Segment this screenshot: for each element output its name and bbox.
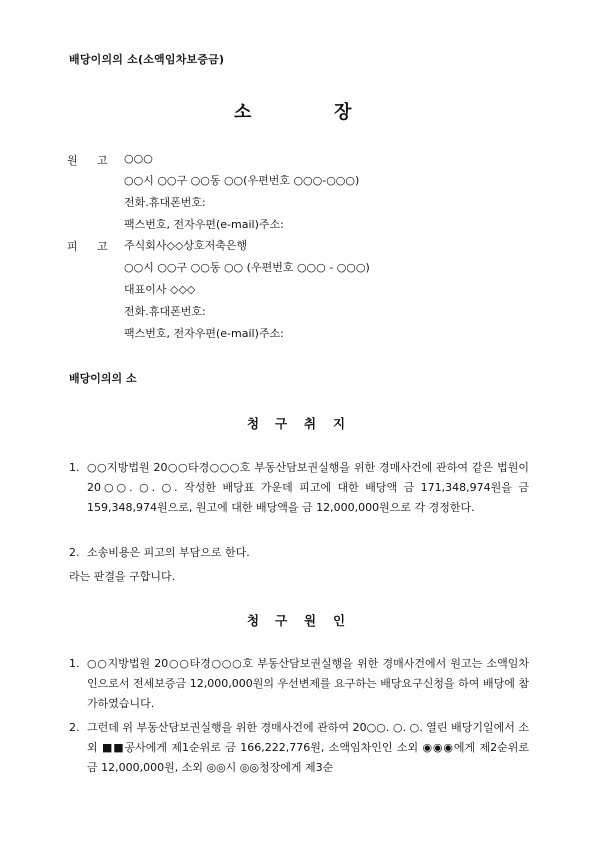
plaintiff-fax-email: 팩스번호, 전자우편(e-mail)주소: bbox=[124, 218, 284, 231]
plaintiff-address: ○○시 ○○구 ○○동 ○○(우편번호 ○○○-○○○) bbox=[124, 174, 360, 187]
item-number: 2. bbox=[69, 721, 80, 734]
claim-cause-title: 청 구 원 인 bbox=[247, 613, 346, 628]
document-page: 배당이의의 소(소액임차보증금) 소 장 원 고 ○○○ ○○시 ○○구 ○○동 ○○(우편번호 ○○○-○○○) 전화․휴대폰번호: 팩스번호, 전자우편(e-mail)주소: 피 고 주식회사◇◇상호저축은행 ○○시 ○○구 ○○동 ○○ (우편번호 ○○○ - ○○○) 대표이사 ◇◇◇ 전화․휴대폰번호: 팩스번호, 전자우편(e-mail)주소: 배당이의의 소 청 구 취 지 1. ○○지방법원 20○○타경○○○호 부동산담보권실행을 위한 경매사건에 관하여 같은 법원이 20○○. ○. ○. 작성한 배당표 가운데 피고에 대한 배당액 금 171,348,974원을 금 159,348,974원으로, 원고에 대한 배당액을 금 12,000,000원으로 각 경정한다. 2. 소송비용은 피고의 부담으로 한다. 라는 판결을 구합니다. 청 구 원 인 1. ○○지방법원 20○○타경○○○호 부동산담보권실행을 위한 경매사건에서 원고는 소액임차인으로서 전세보증금 12,000,000원의 우선변제를 요구하는 배당요구신청을 하여 배당에 참가하였습니다. 2. 그런데 위 부동산담보권실행을 위한 경매사건에 관하여 20○○. ○. ○. 열린 배당기일에서 소외 ■■공사에게 제1순위로 금 166,222,776원, 소액임차인인 소외 ◉◉◉에게 제2순위로 금 12,000,000원, 소외 ◎◎시 ◎◎청장에게 제3순 bbox=[0, 0, 595, 842]
case-subject: 배당이의의 소 bbox=[69, 372, 137, 385]
title-char: 소 bbox=[234, 102, 252, 123]
item-text: 소송비용은 피고의 부담으로 한다. bbox=[87, 546, 250, 559]
item-number: 1. bbox=[69, 657, 80, 670]
item-text: ○○지방법원 20○○타경○○○호 부동산담보권실행을 위한 경매사건에서 원고는 소액임차인으로서 전세보증금 12,000,000원의 우선변제를 요구하는 배당요구신청을 하여 배당에 참가하였습니다. bbox=[87, 657, 529, 710]
claim-cause-item bbox=[69, 654, 529, 714]
title-char: 장 bbox=[334, 102, 352, 123]
defendant-fax-email: 팩스번호, 전자우편(e-mail)주소: bbox=[124, 327, 284, 340]
item-number: 1. bbox=[69, 461, 80, 474]
defendant-name: 주식회사◇◇상호저축은행 bbox=[124, 239, 248, 252]
plaintiff-name: ○○○ bbox=[124, 152, 153, 165]
document-heading: 배당이의의 소(소액임차보증금) bbox=[69, 53, 225, 66]
item-text: ○○지방법원 20○○타경○○○호 부동산담보권실행을 위한 경매사건에 관하여 같은 법원이 20○○. ○. ○. 작성한 배당표 가운데 피고에 대한 배당액 금 171,348,974원을 금 159,348,974원으로, 원고에 대한 배당액을 금 12,000,000원으로 각 경정한다. bbox=[87, 461, 529, 514]
item-text: 그런데 위 부동산담보권실행을 위한 경매사건에 관하여 20○○. ○. ○. 열린 배당기일에서 소외 ■■공사에게 제1순위로 금 166,222,776원, 소액임차인인 소외 ◉◉◉에게 제2순위로 금 12,000,000원, 소외 ◎◎시 ◎◎청장에게 제3순 bbox=[87, 721, 529, 774]
defendant-representative: 대표이사 ◇◇◇ bbox=[124, 283, 196, 296]
claim-cause-item bbox=[69, 718, 529, 778]
claim-purpose-item bbox=[69, 543, 529, 563]
claim-purpose-item bbox=[69, 458, 529, 518]
document-title bbox=[0, 98, 595, 122]
claim-closing: 라는 판결을 구합니다. bbox=[69, 570, 176, 583]
defendant-address: ○○시 ○○구 ○○동 ○○ (우편번호 ○○○ - ○○○) bbox=[124, 261, 370, 274]
item-number: 2. bbox=[69, 546, 80, 559]
claim-purpose-title: 청 구 취 지 bbox=[247, 416, 346, 431]
plaintiff-phone: 전화․휴대폰번호: bbox=[124, 196, 206, 209]
defendant-phone: 전화․휴대폰번호: bbox=[124, 305, 206, 318]
